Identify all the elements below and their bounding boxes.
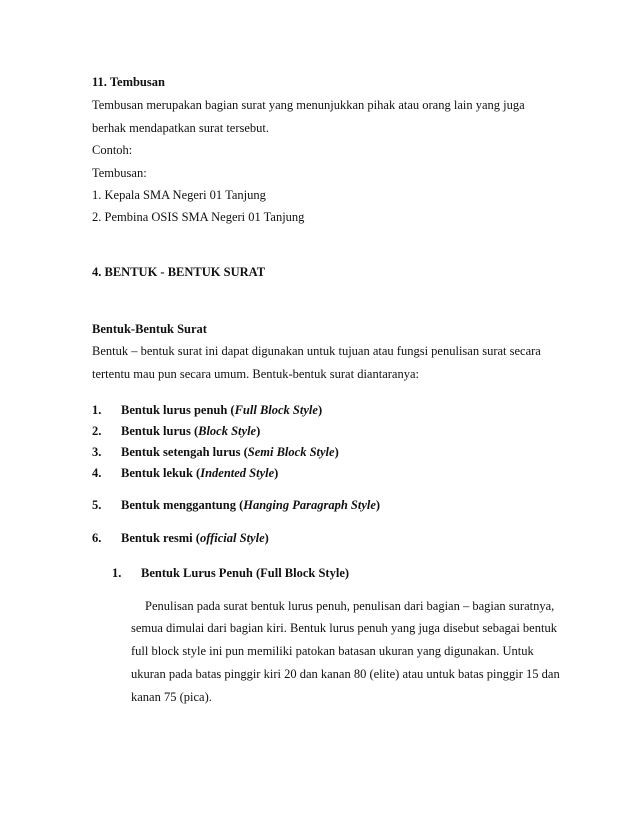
list-number: 5. xyxy=(92,498,102,512)
tembusan-item: 2. Pembina OSIS SMA Negeri 01 Tanjung xyxy=(92,210,305,224)
list-number: 3. xyxy=(92,445,102,459)
subsection-heading: Bentuk Lurus Penuh (Full Block Style) xyxy=(141,566,350,580)
bentuk-surat-heading: Bentuk-Bentuk Surat xyxy=(92,322,207,336)
list-item: Bentuk resmi (official Style) xyxy=(121,531,269,545)
tembusan-paragraph-line-2: berhak mendapatkan surat tersebut. xyxy=(92,121,270,135)
tembusan-item: 1. Kepala SMA Negeri 01 Tanjung xyxy=(92,188,266,202)
tembusan-heading: 11. Tembusan xyxy=(92,75,165,89)
contoh-label: Contoh: xyxy=(92,143,133,157)
subsection-paragraph-line: Penulisan pada surat bentuk lurus penuh, penulisan dari bagian – bagian suratnya, xyxy=(145,599,555,613)
list-item: Bentuk menggantung (Hanging Paragraph Style) xyxy=(121,498,381,512)
subsection-paragraph-line: ukuran pada batas pinggir kiri 20 dan kanan 80 (elite) atau untuk batas pinggir 15 dan xyxy=(131,667,560,681)
list-item: Bentuk setengah lurus (Semi Block Style) xyxy=(121,445,339,459)
subsection-paragraph-line: semua dimulai dari bagian kiri. Bentuk lurus penuh yang juga disebut sebagai bentuk xyxy=(131,621,557,635)
list-item: Bentuk lurus (Block Style) xyxy=(121,424,261,438)
section-4-heading: 4. BENTUK - BENTUK SURAT xyxy=(92,265,266,279)
subsection-paragraph-line: full block style ini pun memiliki patokan batasan ukuran yang digunakan. Untuk xyxy=(131,644,534,658)
tembusan-label: Tembusan: xyxy=(92,166,147,180)
list-number: 1. xyxy=(92,403,102,417)
list-number: 4. xyxy=(92,466,102,480)
list-item: Bentuk lurus penuh (Full Block Style) xyxy=(121,403,323,417)
list-number: 2. xyxy=(92,424,102,438)
list-number: 6. xyxy=(92,531,102,545)
subsection-number: 1. xyxy=(112,566,122,580)
bentuk-surat-paragraph-line-2: tertentu mau pun secara umum. Bentuk-bentuk surat diantaranya: xyxy=(92,367,419,381)
list-item: Bentuk lekuk (Indented Style) xyxy=(121,466,279,480)
subsection-paragraph-line: kanan 75 (pica). xyxy=(131,690,212,704)
bentuk-surat-paragraph-line-1: Bentuk – bentuk surat ini dapat digunakan untuk tujuan atau fungsi penulisan surat secara xyxy=(92,344,541,358)
tembusan-paragraph-line-1: Tembusan merupakan bagian surat yang menunjukkan pihak atau orang lain yang juga xyxy=(92,98,525,112)
